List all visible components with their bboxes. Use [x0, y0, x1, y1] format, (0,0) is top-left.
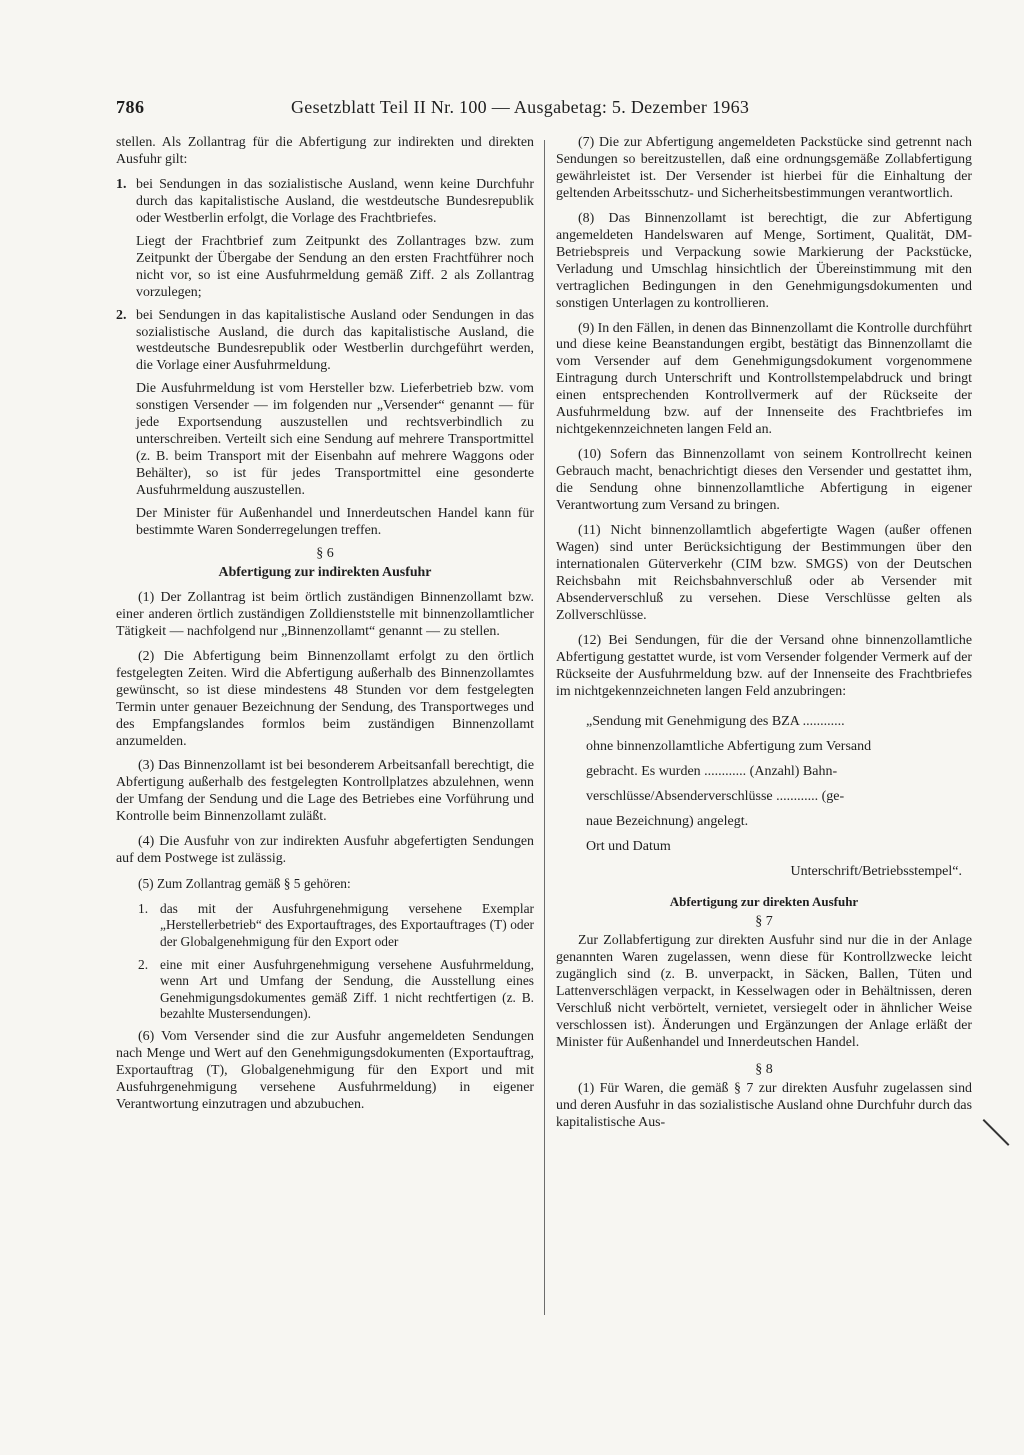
list-item-number: 1. — [116, 176, 127, 192]
left-column — [116, 135, 534, 1122]
sub-item-text: eine mit einer Ausfuhrgenehmigung versehene Ausfuhrmeldung, wenn Art und Umfang der Sendung, die Ausstellung eines Genehmigungsdokumentes gemäß Ziff. 1 nicht rechtfertigen (z. B. bezahlte Mustersendungen). — [160, 956, 534, 1022]
column-divider — [544, 140, 545, 1315]
paragraph: (3) Das Binnenzollamt ist bei besonderem Arbeitsanfall berechtigt, die Abfertigung außerhalb des festgelegten Kontrollplatzes abzulehnen, wenn der Umfang der Sendung und die Lage des Betriebes eine Vorführung und Kontrolle beim Binnenzollamt zuläßt. — [116, 758, 534, 825]
sub-item — [138, 901, 534, 951]
form-line: naue Bezeichnung) angelegt. — [586, 813, 749, 829]
sub-item-number: 2. — [138, 956, 149, 972]
paragraph: (10) Sofern das Binnenzollamt von seinem Kontrollrecht keinen Gebrauch macht, benachrichtigt dieses den Versender und gestattet ihm, die Sendung ohne binnenzollamtliche Abfertigung in eigener Verantwortung zum Versand zu bringen. — [556, 447, 972, 514]
page-number: 786 — [116, 97, 145, 117]
section-heading: Abfertigung zur direkten Ausfuhr — [669, 893, 859, 909]
form-line: „Sendung mit Genehmigung des BZA ............ — [586, 713, 845, 729]
list-item-continuation: Liegt der Frachtbrief zum Zeitpunkt des Zollantrages bzw. zum Zeitpunkt der Übergabe der Sendung an den ersten Frachtführer noch nicht vor, so ist eine Ausfuhrmeldung gemäß Ziff. 2 als Zollantrag vorzulegen; — [136, 233, 534, 300]
notation-form — [586, 709, 962, 884]
list-item-continuation: Der Minister für Außenhandel und Innerdeutschen Handel kann für bestimmte Waren Sonderregelungen treffen. — [136, 506, 534, 539]
section-symbol: § 8 — [755, 1061, 773, 1077]
form-line: gebracht. Es wurden ............ (Anzahl) Bahn- — [586, 763, 838, 779]
list-item-continuation: Die Ausfuhrmeldung ist vom Hersteller bzw. Lieferbetrieb bzw. vom sonstigen Versender — im folgenden nur „Versender“ genannt — für jede Exportsendung auszustellen und rechtsverbindlich zu unterschreiben. Verteilt sich eine Sendung auf mehrere Transportmittel (z. B. beim Transport mit der Eisenbahn auf mehrere Waggons oder Behälter), so ist für jedes Transportmittel eine gesonderte Ausfuhrmeldung auszustellen. — [136, 381, 534, 499]
paragraph: (1) Für Waren, die gemäß § 7 zur direkten Ausfuhr zugelassen sind und deren Ausfuhr in das sozialistische Ausland ohne Durchfuhr durch das kapitalistische Aus- — [556, 1080, 972, 1130]
form-line: Ort und Datum — [586, 838, 671, 854]
form-line: verschlüsse/Absenderverschlüsse ............ (ge- — [586, 788, 845, 804]
intro-paragraph: stellen. Als Zollantrag für die Abfertigung zur indirekten und direkten Ausfuhr gilt: — [116, 135, 534, 167]
paragraph: (5) Zum Zollantrag gemäß § 5 gehören: — [138, 876, 351, 892]
paragraph: (11) Nicht binnenzollamtlich abgefertigte Wagen (außer offenen Wagen) sind unter Berücksichtigung der Bestimmungen über den internationalen Güterverkehr (CIM bzw. SMGS) von der Deutschen Reichsbahn mit Reichsbahnverschluß oder ab Versender mit Absenderverschluß zu versehen. Diese Verschlüsse gelten als Zollverschlüsse. — [556, 523, 972, 623]
paragraph: (7) Die zur Abfertigung angemeldeten Packstücke sind getrennt nach Sendungen so bereitzustellen, daß eine ordnungsgemäße Zollabfertigung gewährleistet ist. Der Versender ist hierbei für die Einhaltung der geltenden Arbeitsschutz- und Sicherheitsbestimmungen verantwortlich. — [556, 135, 972, 201]
list-item-1 — [116, 177, 534, 228]
right-column — [556, 135, 972, 1140]
sub-item — [138, 957, 534, 1023]
section-title: Abfertigung zur indirekten Ausfuhr — [218, 564, 432, 580]
paragraph: Zur Zollabfertigung zur direkten Ausfuhr sind nur die in der Anlage genannten Waren zugelassen, wenn diese für Kontrollzwecke leicht zugänglich sind (z. B. unverpackt, in Säcken, Ballen, Tüten und Lattenverschlägen verpackt, in Kesselwagen oder in Behältnissen, deren Verschluß nicht verbörtelt, vernietet, versiegelt oder in ähnlicher Weise verschlossen ist). Änderungen und Ergänzungen der Anlage erläßt der Minister für Außenhandel und Innerdeutschen Handel. — [556, 933, 972, 1050]
paragraph: (8) Das Binnenzollamt ist berechtigt, die zur Abfertigung angemeldeten Handelswaren auf Menge, Sortiment, Qualität, DM-Betriebspreis und Verpackung sowie Markierung der Packstücke, Verladung und Umschlag hinsichtlich der Übereinstimmung mit den vertraglichen Bedingungen in den Genehmigungsdokumenten und sonstigen Unterlagen zu kontrollieren. — [556, 210, 972, 311]
section-symbol: § 7 — [755, 914, 773, 930]
paragraph: (4) Die Ausfuhr von zur indirekten Ausfuhr abgefertigten Sendungen auf dem Postwege ist zulässig. — [116, 834, 534, 867]
paragraph: (9) In den Fällen, in denen das Binnenzollamt die Kontrolle durchführt und diese keine Beanstandungen ergibt, bestätigt das Binnenzollamt die vom Versender auf dem Genehmigungsdokument vorgenommene Eintragung durch Unterschrift und Kontrollstempelabdruck und bringt einen entsprechenden Kontrollvermerk auf der Rückseite der Ausfuhrmeldung bzw. auf der Innenseite des Frachtbriefes im nichtgekennzeichneten langen Feld an. — [556, 320, 972, 438]
running-title: Gesetzblatt Teil II Nr. 100 — Ausgabetag: 5. Dezember 1963 — [291, 97, 750, 117]
sub-item-number: 1. — [138, 900, 149, 916]
margin-mark — [984, 1107, 1010, 1133]
sub-item-text: das mit der Ausfuhrgenehmigung versehene Exemplar „Herstellerbetrieb“ des Exportauftrages, des Exportauftrages (T) oder der Globalgenehmigung für den Export oder — [160, 900, 534, 949]
form-signature-line: Unterschrift/Betriebsstempel“. — [790, 863, 962, 879]
section-symbol: § 6 — [316, 545, 334, 561]
paragraph: (1) Der Zollantrag ist beim örtlich zuständigen Binnenzollamt bzw. einer anderen örtlich zuständigen Zolldienststelle mit binnenzollamtlicher Tätigkeit — nachfolgend nur „Binnenzollamt“ genannt — zu stellen. — [116, 589, 534, 639]
paragraph: (2) Die Abfertigung beim Binnenzollamt erfolgt zu den örtlich festgelegten Zeiten. Wird die Abfertigung außerhalb des Binnenzollamtes gewünscht, so ist diese mindestens 48 Stunden vor dem festgelegten Termin unter genauer Bezeichnung der Sendung, des Transportweges und des Empfangslandes formlos beim zuständigen Binnenzollamt anzumelden. — [116, 648, 534, 749]
list-item-text: bei Sendungen in das kapitalistische Ausland oder Sendungen in das sozialistische Ausland, die durch das kapitalistische Ausland, die westdeutsche Bundesrepublik oder Westberlin durchgeführt werden, die Vorlage einer Ausfuhrmeldung. — [136, 307, 534, 374]
form-line: ohne binnenzollamtliche Abfertigung zum Versand — [586, 738, 872, 754]
list-item-number: 2. — [116, 307, 127, 323]
paragraph: (12) Bei Sendungen, für die der Versand ohne binnenzollamtliche Abfertigung gestattet wurde, ist vom Versender folgender Vermerk auf der Rückseite der Ausfuhrmeldung bzw. auf der Innenseite des Frachtbriefes im nichtgekennzeichneten langen Feld anzubringen: — [556, 632, 972, 699]
list-item-2 — [116, 308, 534, 376]
page-header — [116, 97, 972, 121]
paragraph: (6) Vom Versender sind die zur Ausfuhr angemeldeten Sendungen nach Menge und Wert auf den Genehmigungsdokumenten (Exportauftrag, Exportauftrag (T), Globalgenehmigung für den Export und mit Ausfuhrgenehmigung versehene Ausfuhrmeldung) in eigener Verantwortung einzutragen und abzubuchen. — [116, 1028, 534, 1112]
list-item-text: bei Sendungen in das sozialistische Ausland, wenn keine Durchfuhr durch das kapitalistische Ausland, die westdeutsche Bundesrepublik oder Westberlin erfolgt, die Vorlage des Frachtbriefes. — [136, 176, 534, 226]
